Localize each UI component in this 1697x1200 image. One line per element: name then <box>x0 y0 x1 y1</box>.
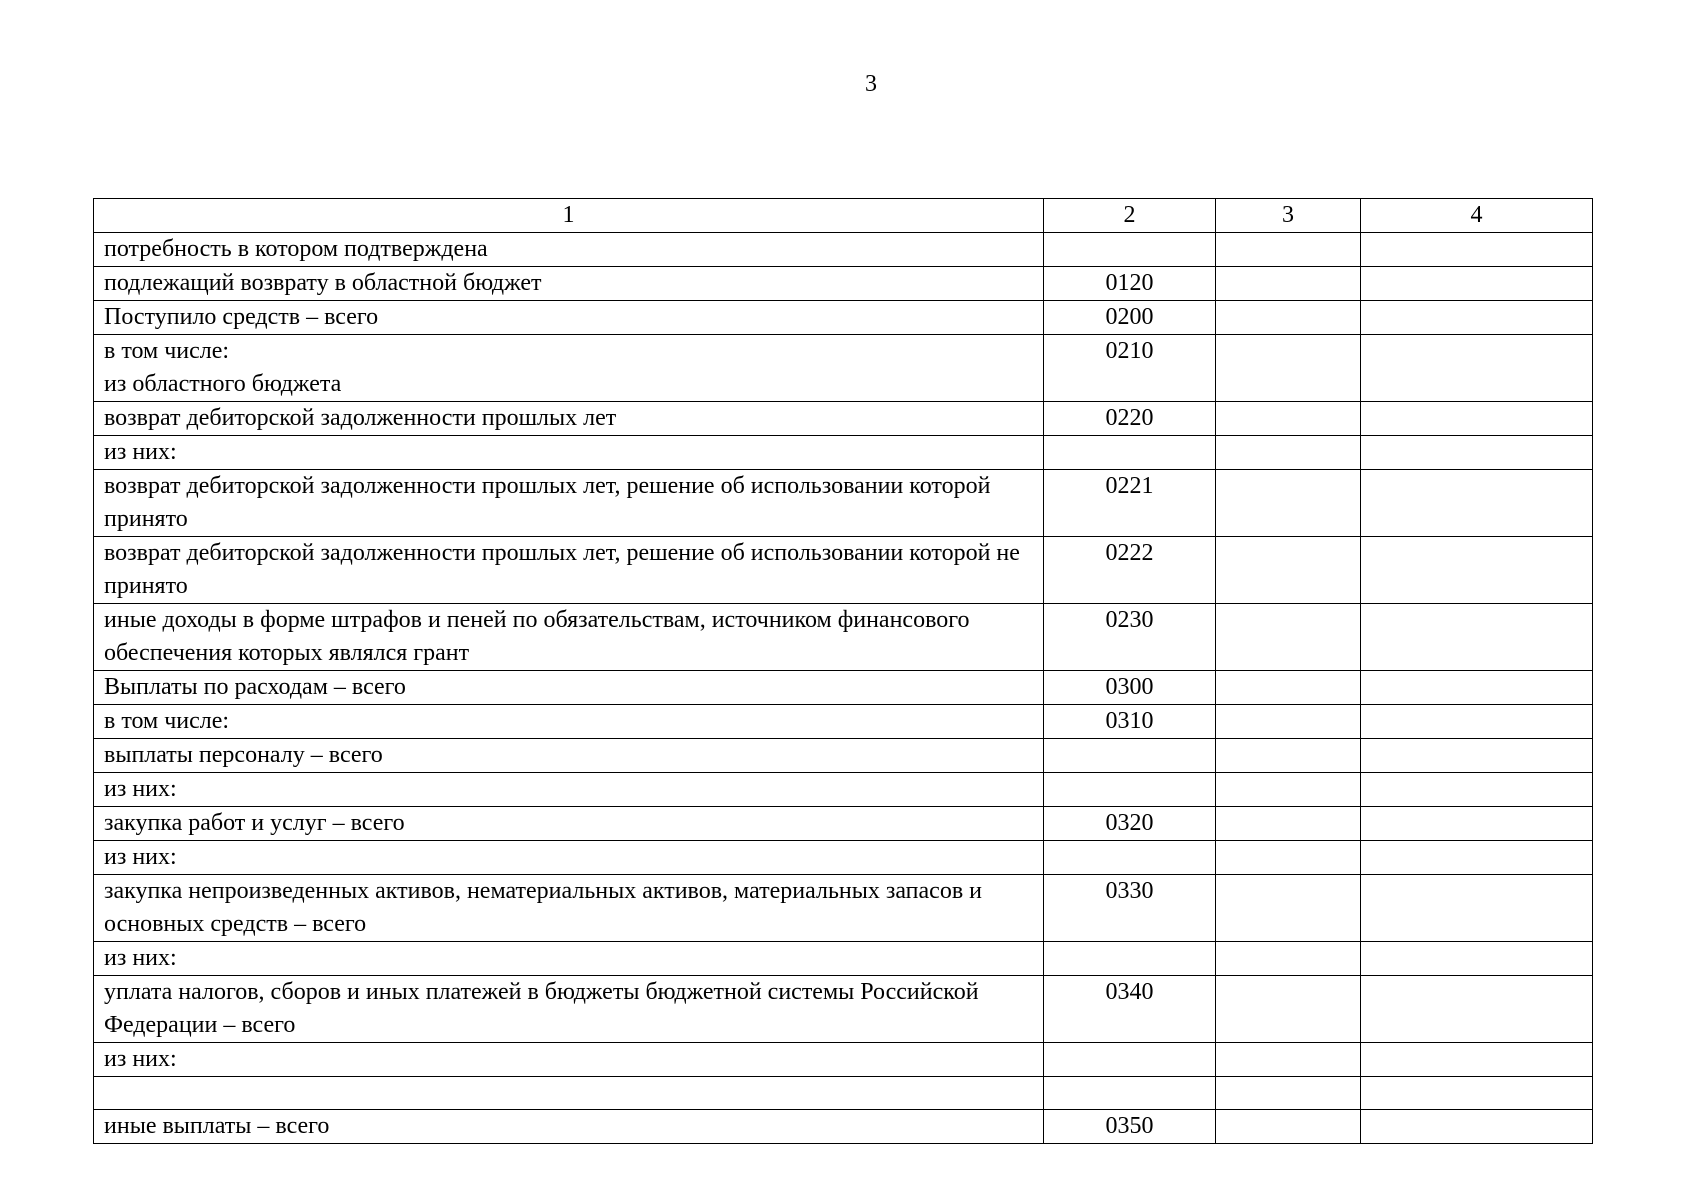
row-col3-value <box>1216 875 1361 942</box>
row-col3-value <box>1216 537 1361 604</box>
row-label: из них: <box>94 436 1044 470</box>
row-col3-value <box>1216 739 1361 773</box>
row-label: возврат дебиторской задолженности прошлых лет, решение об использовании которой принято <box>94 470 1044 537</box>
row-col4-value <box>1361 335 1593 402</box>
row-label: из них: <box>94 942 1044 976</box>
table-row <box>94 942 1593 976</box>
row-col3-value <box>1216 671 1361 705</box>
table-row <box>94 1110 1593 1144</box>
row-label: закупка работ и услуг – всего <box>94 807 1044 841</box>
row-col4-value <box>1361 875 1593 942</box>
table-row <box>94 301 1593 335</box>
row-code: 0310 <box>1044 705 1216 739</box>
row-col4-value <box>1361 470 1593 537</box>
table-row <box>94 976 1593 1043</box>
row-label: потребность в котором подтверждена <box>94 233 1044 267</box>
row-col3-value <box>1216 976 1361 1043</box>
row-code: 0340 <box>1044 976 1216 1043</box>
row-code <box>1044 942 1216 976</box>
table-row <box>94 1077 1593 1110</box>
table-row <box>94 773 1593 807</box>
report-table <box>93 198 1593 1144</box>
row-col4-value <box>1361 739 1593 773</box>
table-row <box>94 537 1593 604</box>
row-col4-value <box>1361 1043 1593 1077</box>
row-label: Выплаты по расходам – всего <box>94 671 1044 705</box>
row-col3-value <box>1216 1110 1361 1144</box>
row-col4-value <box>1361 267 1593 301</box>
table-row <box>94 267 1593 301</box>
row-code <box>1044 436 1216 470</box>
row-code: 0220 <box>1044 402 1216 436</box>
table-row <box>94 402 1593 436</box>
row-label: возврат дебиторской задолженности прошлых лет <box>94 402 1044 436</box>
row-col3-value <box>1216 470 1361 537</box>
column-header: 1 <box>94 199 1044 233</box>
row-code: 0200 <box>1044 301 1216 335</box>
table-row <box>94 436 1593 470</box>
row-col3-value <box>1216 335 1361 402</box>
page-number: 3 <box>865 71 877 97</box>
table-row <box>94 470 1593 537</box>
table-row <box>94 705 1593 739</box>
row-col3-value <box>1216 942 1361 976</box>
row-col4-value <box>1361 537 1593 604</box>
row-code <box>1044 1043 1216 1077</box>
row-col3-value <box>1216 436 1361 470</box>
column-header: 2 <box>1044 199 1216 233</box>
row-col3-value <box>1216 773 1361 807</box>
row-label: в том числе: <box>94 705 1044 739</box>
row-code: 0222 <box>1044 537 1216 604</box>
row-col4-value <box>1361 841 1593 875</box>
table-header-row <box>94 199 1593 233</box>
table-row <box>94 233 1593 267</box>
row-label: иные доходы в форме штрафов и пеней по обязательствам, источником финансового обеспечения которых являлся грант <box>94 604 1044 671</box>
row-col4-value <box>1361 1077 1593 1110</box>
row-col4-value <box>1361 705 1593 739</box>
row-label: уплата налогов, сборов и иных платежей в бюджеты бюджетной системы Российской Федерации – всего <box>94 976 1044 1043</box>
row-col4-value <box>1361 301 1593 335</box>
row-col4-value <box>1361 604 1593 671</box>
row-code: 0221 <box>1044 470 1216 537</box>
table-body <box>94 233 1593 1144</box>
row-code: 0210 <box>1044 335 1216 402</box>
row-col3-value <box>1216 604 1361 671</box>
table-row <box>94 1043 1593 1077</box>
row-col4-value <box>1361 1110 1593 1144</box>
row-label: из них: <box>94 773 1044 807</box>
row-code <box>1044 773 1216 807</box>
row-code: 0300 <box>1044 671 1216 705</box>
row-label <box>94 1077 1044 1110</box>
row-col3-value <box>1216 267 1361 301</box>
row-col3-value <box>1216 841 1361 875</box>
table-row <box>94 671 1593 705</box>
table-row <box>94 335 1593 402</box>
column-header: 3 <box>1216 199 1361 233</box>
row-label: подлежащий возврату в областной бюджет <box>94 267 1044 301</box>
row-label: выплаты персоналу – всего <box>94 739 1044 773</box>
row-col3-value <box>1216 402 1361 436</box>
table-row <box>94 604 1593 671</box>
row-code <box>1044 739 1216 773</box>
row-code <box>1044 1077 1216 1110</box>
column-header: 4 <box>1361 199 1593 233</box>
row-col4-value <box>1361 671 1593 705</box>
table-row <box>94 841 1593 875</box>
row-label: возврат дебиторской задолженности прошлых лет, решение об использовании которой не принято <box>94 537 1044 604</box>
row-col3-value <box>1216 233 1361 267</box>
row-col4-value <box>1361 436 1593 470</box>
row-label: иные выплаты – всего <box>94 1110 1044 1144</box>
row-col4-value <box>1361 976 1593 1043</box>
row-col3-value <box>1216 807 1361 841</box>
row-col4-value <box>1361 942 1593 976</box>
row-label: из них: <box>94 1043 1044 1077</box>
row-label: в том числе: из областного бюджета <box>94 335 1044 402</box>
row-code: 0320 <box>1044 807 1216 841</box>
row-code <box>1044 841 1216 875</box>
row-col3-value <box>1216 1077 1361 1110</box>
row-col3-value <box>1216 301 1361 335</box>
row-code: 0350 <box>1044 1110 1216 1144</box>
row-label: закупка непроизведенных активов, нематериальных активов, материальных запасов и основных средств – всего <box>94 875 1044 942</box>
row-col4-value <box>1361 233 1593 267</box>
table-row <box>94 807 1593 841</box>
row-col4-value <box>1361 773 1593 807</box>
row-label: из них: <box>94 841 1044 875</box>
row-col3-value <box>1216 1043 1361 1077</box>
row-col4-value <box>1361 807 1593 841</box>
row-code: 0230 <box>1044 604 1216 671</box>
row-label: Поступило средств – всего <box>94 301 1044 335</box>
table-row <box>94 875 1593 942</box>
row-code: 0330 <box>1044 875 1216 942</box>
row-col4-value <box>1361 402 1593 436</box>
row-col3-value <box>1216 705 1361 739</box>
row-code <box>1044 233 1216 267</box>
table-row <box>94 739 1593 773</box>
row-code: 0120 <box>1044 267 1216 301</box>
